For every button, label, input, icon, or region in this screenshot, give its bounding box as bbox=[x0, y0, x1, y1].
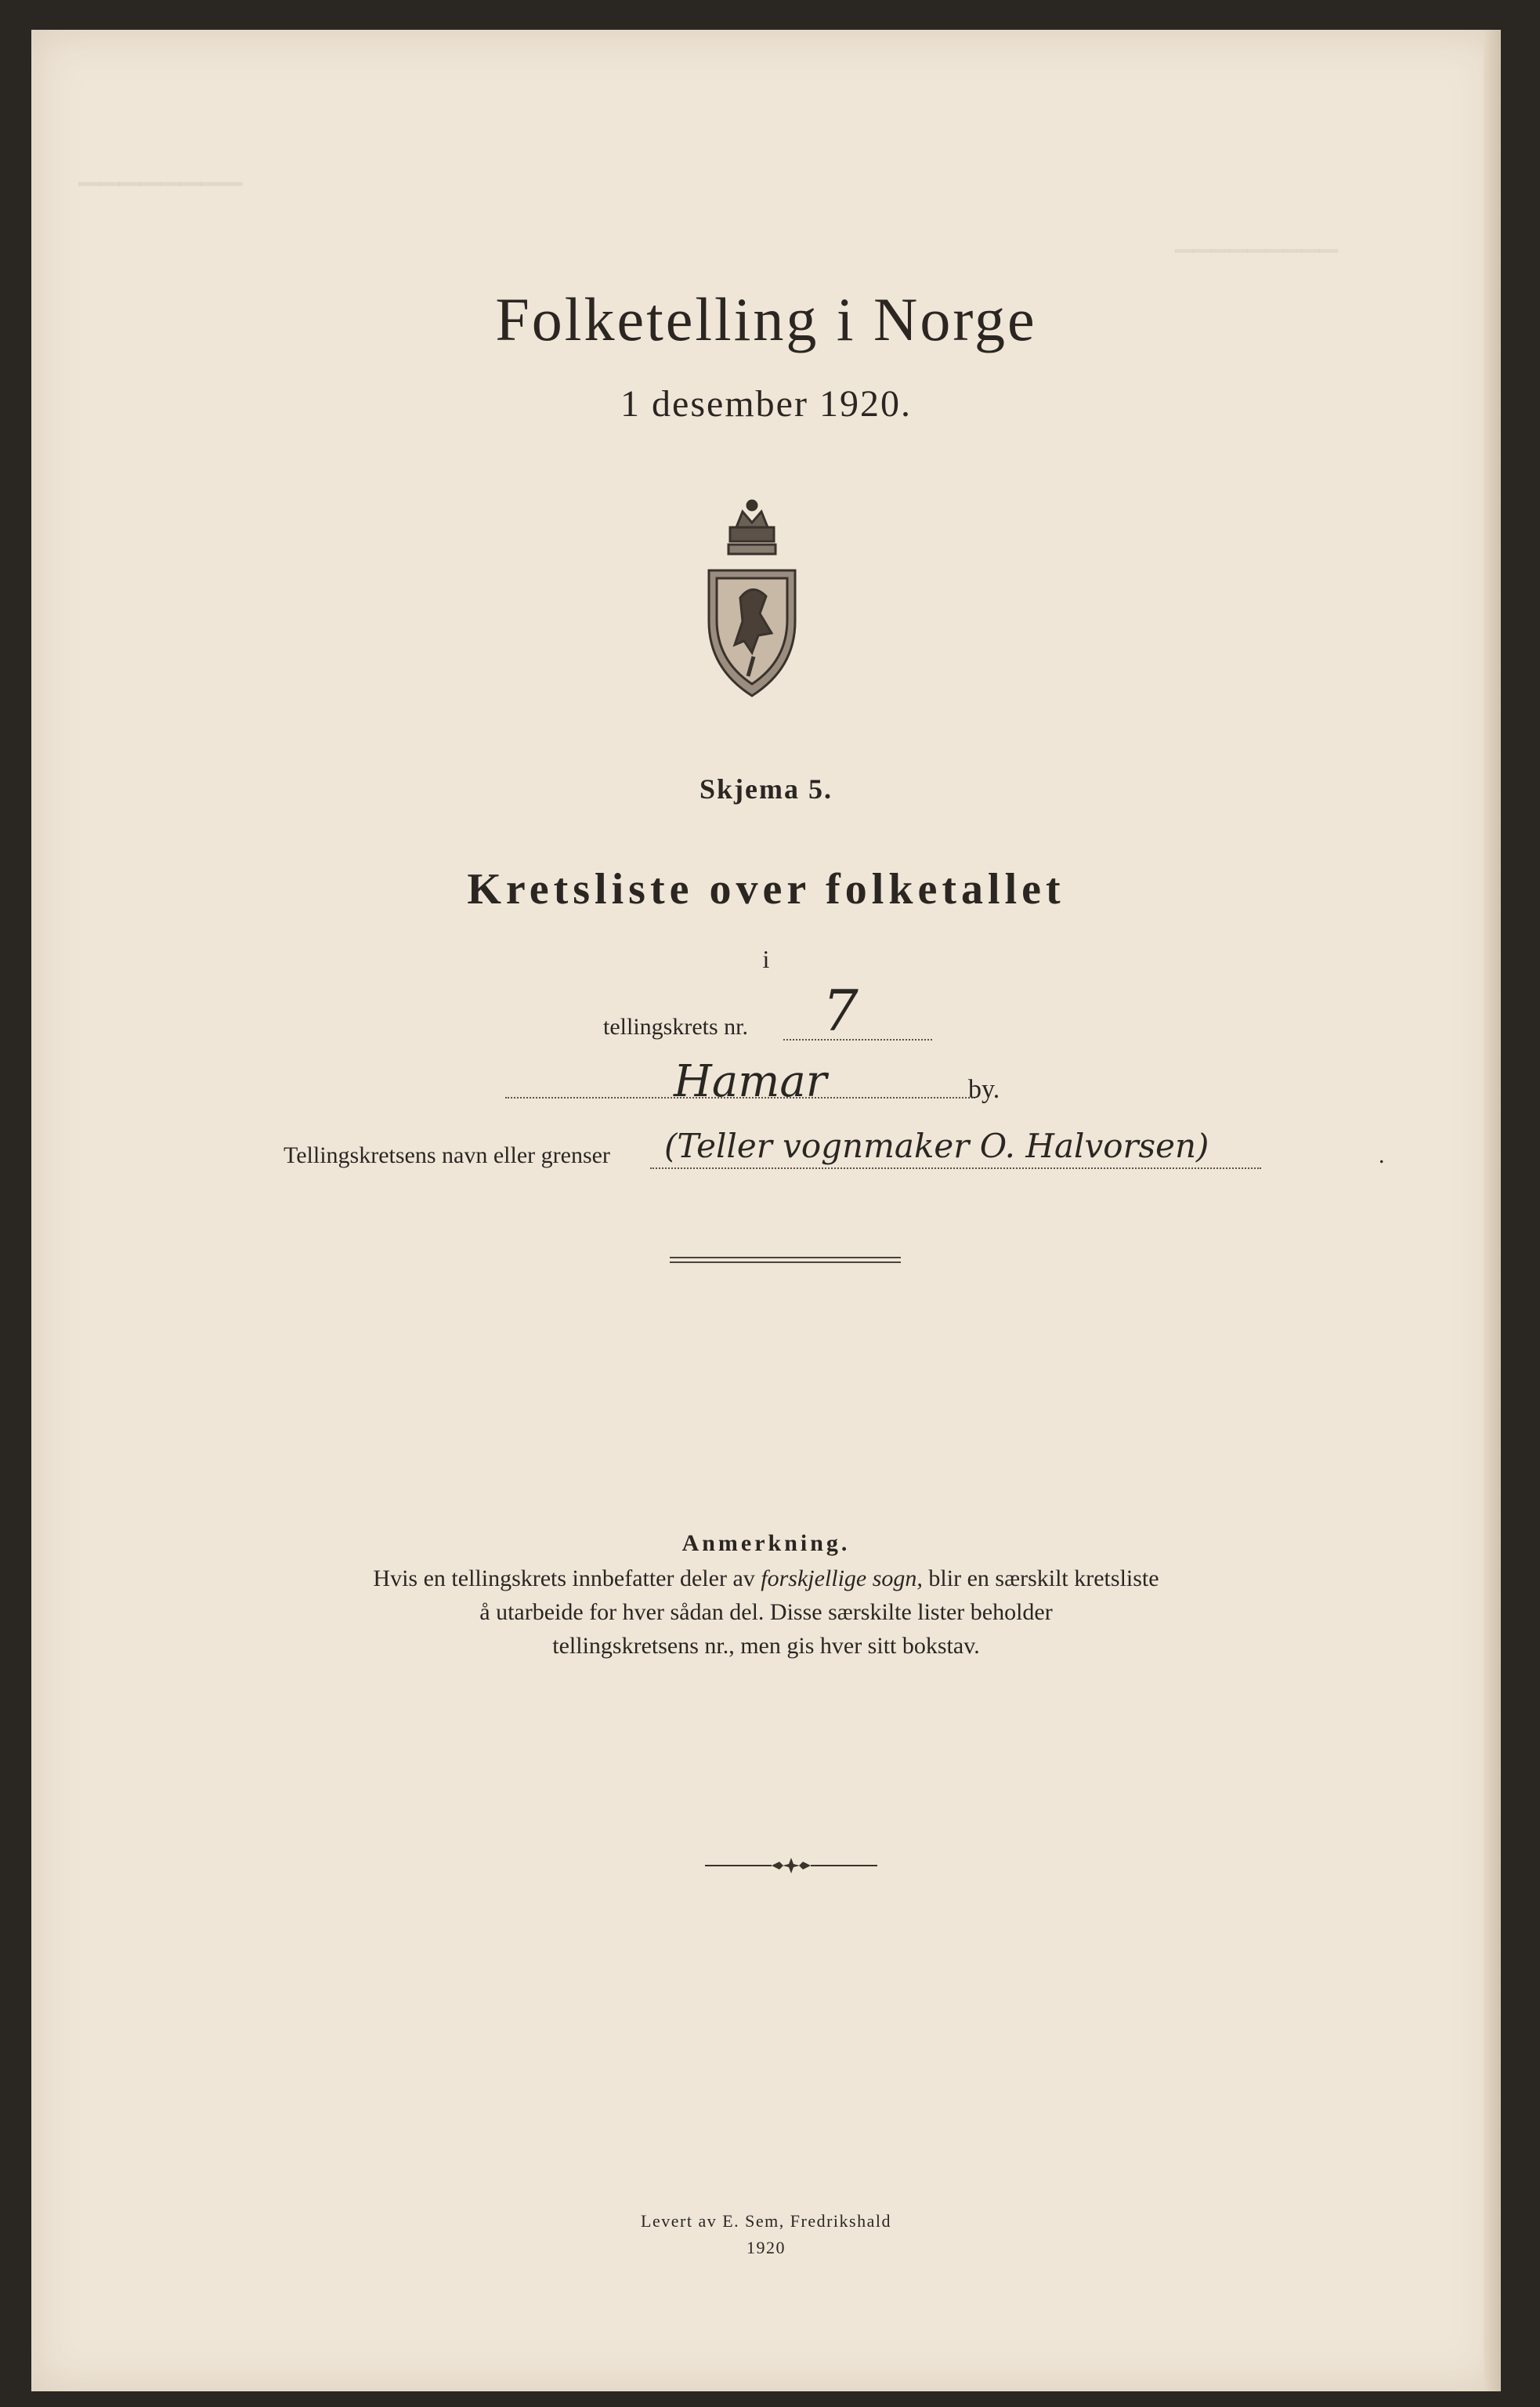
printer-imprint bbox=[31, 2208, 1501, 2261]
district-number: 7 bbox=[822, 978, 859, 1044]
preposition: i bbox=[762, 945, 770, 973]
census-date: 1 desember 1920. bbox=[620, 383, 912, 425]
town-suffix: by. bbox=[968, 1075, 1000, 1104]
remark-line-1: Hvis en tellingskrets innbefatter deler av forskjellige sogn, blir en særskilt kretsliste bbox=[373, 1565, 1159, 1591]
remark-heading: Anmerkning. bbox=[681, 1530, 851, 1556]
form-subtitle: Kretsliste over folketallet bbox=[467, 865, 1065, 914]
remark-text bbox=[31, 1562, 1501, 1663]
bleed-through-marks: ▁▁▁▁▁▁▁▁▁ bbox=[1175, 226, 1338, 253]
remark-line-2: å utarbeide for hver sådan del. Disse særskilte lister beholder bbox=[479, 1599, 1053, 1625]
bounds-suffix: . bbox=[1379, 1142, 1385, 1168]
bounds-value: (Teller vognmaker O. Halvorsen) bbox=[664, 1127, 1209, 1165]
bounds-fill-line bbox=[650, 1167, 1261, 1169]
town-name: Hamar bbox=[674, 1056, 827, 1107]
remark-line-3: tellingskretsens nr., men gis hver sitt bokstav. bbox=[552, 1633, 980, 1659]
schema-number: Skjema 5. bbox=[700, 773, 833, 805]
double-rule-top bbox=[670, 1257, 901, 1258]
norwegian-coat-of-arms-icon bbox=[697, 496, 807, 700]
bounds-label: Tellingskretsens navn eller grenser bbox=[284, 1142, 610, 1168]
double-rule-bottom bbox=[670, 1261, 901, 1263]
district-label: tellingskrets nr. bbox=[603, 1014, 748, 1040]
document-title: Folketelling i Norge bbox=[495, 285, 1037, 353]
paper-sheet bbox=[31, 30, 1501, 2391]
print-year: 1920 bbox=[747, 2238, 786, 2257]
ornament-divider-icon bbox=[705, 1854, 877, 1877]
bleed-through-marks: ▁▁▁▁▁▁▁▁ bbox=[78, 155, 243, 186]
printer-name: Levert av E. Sem, Fredrikshald bbox=[641, 2211, 891, 2231]
